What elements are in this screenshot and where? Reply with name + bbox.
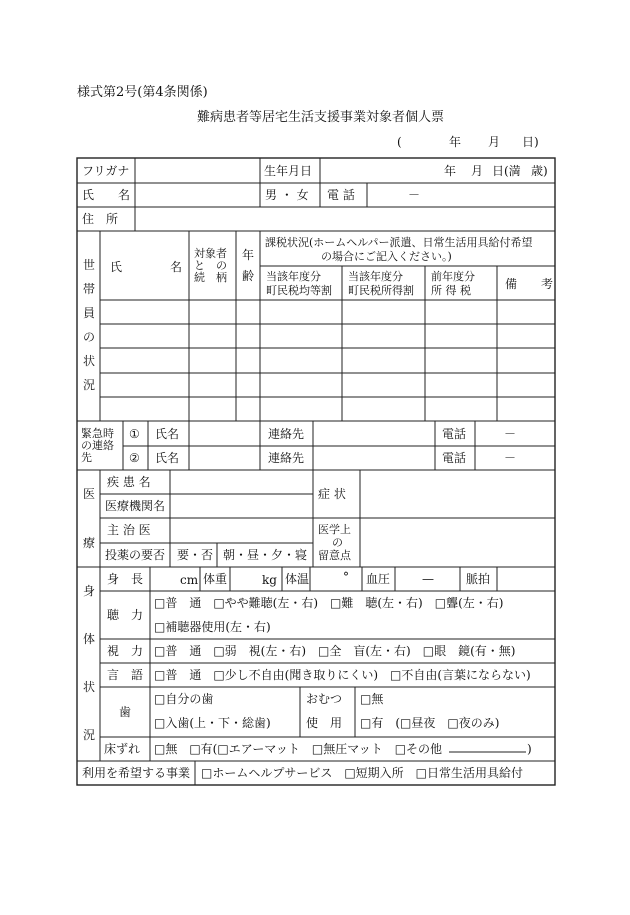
services-label: 利用を希望する事業 bbox=[82, 766, 191, 780]
date-year: 年 bbox=[449, 135, 462, 149]
diaper-label-2: 使 用 bbox=[306, 716, 343, 730]
bp-dash: — bbox=[422, 572, 434, 586]
weight-label: 体重 bbox=[203, 572, 228, 586]
height-unit: cm bbox=[180, 573, 199, 587]
services-options: □ホームヘルプサービス □短期入所 □日常生活用具給付 bbox=[201, 766, 524, 780]
furigana-label: フリガナ bbox=[82, 164, 130, 178]
form-border bbox=[77, 158, 555, 785]
speech-label: 言 語 bbox=[107, 668, 144, 682]
speech-options: □普 通 □少し不自由(聞き取りにくい) □不自由(言葉にならない) bbox=[154, 668, 531, 682]
symptoms-label: 症 状 bbox=[318, 487, 346, 501]
temp-label: 体温 bbox=[285, 572, 310, 586]
medication-label: 投薬の要否 bbox=[105, 548, 166, 562]
phone-label: 電 話 bbox=[327, 188, 355, 202]
medication-need: 要・否 bbox=[177, 548, 214, 562]
date-day: 日) bbox=[522, 135, 539, 149]
diaper-option-yes: □有 (□昼夜 □夜のみ) bbox=[360, 716, 500, 730]
address-label: 住 所 bbox=[82, 212, 119, 226]
col-name-2: 名 bbox=[170, 260, 183, 274]
disease-label: 疾 患 名 bbox=[107, 475, 151, 489]
vision-options: □普 通 □弱 視(左・右) □全 盲(左・右) □眼 鏡(有・無) bbox=[154, 644, 516, 658]
vision-label: 視 力 bbox=[107, 644, 144, 658]
hearing-aid-option: □補聴器使用(左・右) bbox=[154, 620, 271, 634]
institution-label: 医療機関名 bbox=[105, 499, 166, 513]
bedsore-close: ) bbox=[527, 742, 532, 756]
date-month: 月 bbox=[488, 135, 501, 149]
weight-unit: kg bbox=[262, 573, 277, 587]
teeth-option-denture: □入歯(上・下・総歯) bbox=[154, 716, 271, 730]
bedsore-options: □無 □有(□エアーマット □無圧マット □その他 bbox=[154, 742, 443, 756]
hearing-options: □普 通 □やや難聴(左・右) □難 聴(左・右) □聾(左・右) bbox=[154, 596, 504, 610]
temp-unit: ° bbox=[343, 570, 349, 584]
height-label: 身 長 bbox=[107, 572, 144, 586]
remarks-header: 備 考 bbox=[505, 277, 554, 291]
name-label: 氏 名 bbox=[82, 188, 131, 202]
birth-day: 日(満 bbox=[492, 164, 521, 178]
birth-age: 歳) bbox=[531, 164, 548, 178]
birth-year: 年 bbox=[444, 164, 457, 178]
teeth-option-own: □自分の歯 bbox=[154, 692, 214, 706]
bedsore-label: 床ずれ bbox=[104, 742, 141, 756]
doctor-label: 主 治 医 bbox=[107, 523, 151, 537]
bp-label: 血圧 bbox=[366, 572, 391, 586]
pulse-label: 脈拍 bbox=[466, 572, 491, 586]
birthdate-label: 生年月日 bbox=[264, 164, 313, 178]
form-number: 様式第2号(第4条関係) bbox=[77, 85, 208, 100]
phone-dash: － bbox=[408, 188, 421, 202]
col-name-1: 氏 bbox=[110, 260, 123, 274]
birth-month: 月 bbox=[471, 164, 484, 178]
diaper-label-1: おむつ bbox=[306, 692, 343, 706]
teeth-label: 歯 bbox=[119, 705, 132, 719]
date-open: ( bbox=[397, 135, 402, 149]
sex-label: 男 ・ 女 bbox=[265, 188, 309, 202]
hearing-label: 聴 力 bbox=[107, 608, 144, 622]
medication-times: 朝・昼・夕・寝 bbox=[223, 548, 308, 562]
diaper-option-none: □無 bbox=[360, 692, 384, 706]
page-title: 難病患者等居宅生活支援事業対象者個人票 bbox=[197, 110, 445, 125]
